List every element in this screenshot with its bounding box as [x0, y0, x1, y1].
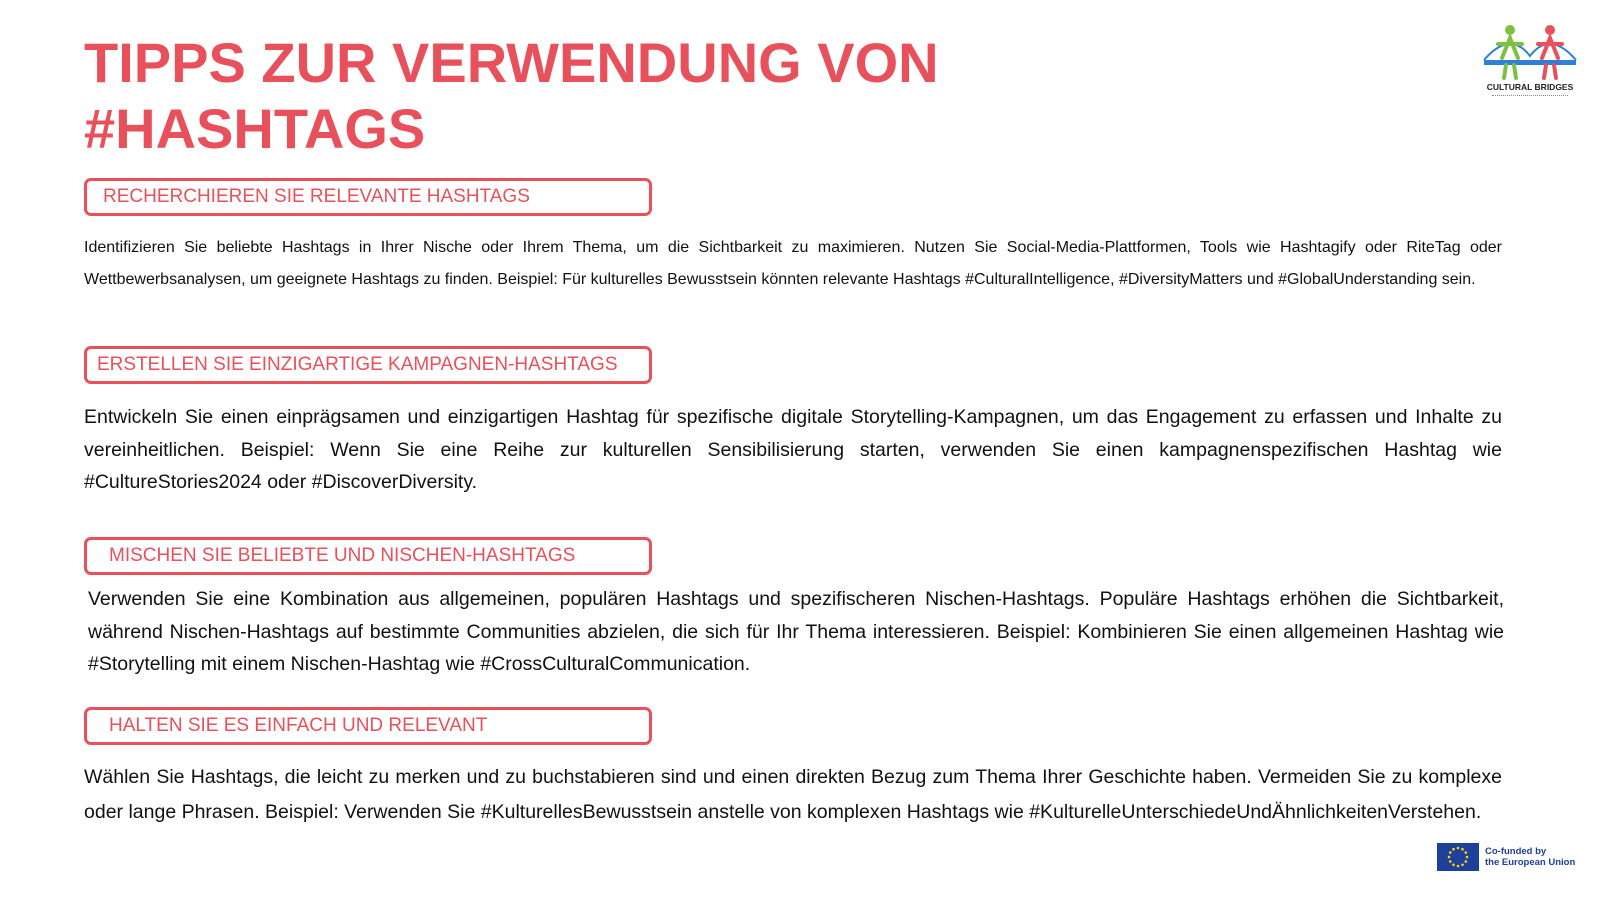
logo-underline: [1492, 95, 1568, 98]
section-heading-simple: [84, 707, 652, 745]
two-people-bridge-icon: [1480, 20, 1580, 82]
section-heading-label: HALTEN SIE ES EINFACH UND RELEVANT: [109, 715, 488, 736]
section-heading-mix: [84, 537, 652, 575]
page-title-line-1: TIPPS ZUR VERWENDUNG VON: [84, 31, 939, 94]
page-title: [84, 30, 939, 162]
section-heading-label: ERSTELLEN SIE EINZIGARTIGE KAMPAGNEN-HASHTAGS: [97, 354, 618, 375]
eu-badge-line-1: Co-funded by: [1485, 846, 1547, 857]
logo-label: CULTURAL BRIDGES: [1486, 82, 1574, 92]
section-heading-research: [84, 178, 652, 216]
section-text-mix: Verwenden Sie eine Kombination aus allgemeinen, populären Hashtags und spezifischeren Nischen-Hashtags. Populäre Hashtags erhöhen die Sichtbarkeit, während Nischen-Hashtags auf bestimmte Communities abzielen, die sich für Ihr Thema interessieren. Beispiel: Kombinieren Sie einen allgemeinen Hashtag wie #Storytelling mit einem Nischen-Hashtag wie #CrossCulturalCommunication.: [88, 588, 1504, 675]
section-text-research: Identifizieren Sie beliebte Hashtags in Ihrer Nische oder Ihrem Thema, um die Sichtbarkeit zu maximieren. Nutzen Sie Social-Media-Plattformen, Tools wie Hashtagify oder RiteTag oder Wettbewerbsanalysen, um geeignete Hashtags zu finden. Beispiel: Für kulturelles Bewusstsein könnten relevante Hashtags #CulturalIntelligence, #DiversityMatters und #GlobalUnderstanding sein.: [84, 239, 1502, 288]
section-text-simple: Wählen Sie Hashtags, die leicht zu merken und zu buchstabieren sind und einen direkten Bezug zum Thema Ihrer Geschichte haben. Vermeiden Sie zu komplexe oder lange Phrasen. Beispiel: Verwenden Sie #KulturellesBewusstsein anstelle von komplexen Hashtags wie #KulturelleUnterschiedeUndÄhnlichkeitenVerstehen.: [84, 766, 1502, 823]
section-heading-label: RECHERCHIEREN SIE RELEVANTE HASHTAGS: [103, 186, 530, 207]
eu-cofunded-badge: [1437, 842, 1575, 872]
section-heading-label: MISCHEN SIE BELIEBTE UND NISCHEN-HASHTAGS: [109, 545, 576, 566]
cultural-bridges-logo: [1480, 20, 1580, 102]
eu-badge-line-2: the European Union: [1485, 857, 1576, 868]
section-text-campaign: Entwickeln Sie einen einprägsamen und einzigartigen Hashtag für spezifische digitale Storytelling-Kampagnen, um das Engagement zu erfassen und Inhalte zu vereinheitlichen. Beispiel: Wenn Sie eine Reihe zur kulturellen Sensibilisierung starten, verwenden Sie einen kampagnenspezifischen Hashtag wie #CultureStories2024 oder #DiscoverDiversity.: [84, 406, 1502, 493]
page-title-line-2: #HASHTAGS: [84, 97, 426, 160]
eu-badge-text: [1485, 846, 1575, 868]
section-heading-campaign: [84, 346, 652, 384]
eu-flag-icon: [1437, 843, 1479, 871]
